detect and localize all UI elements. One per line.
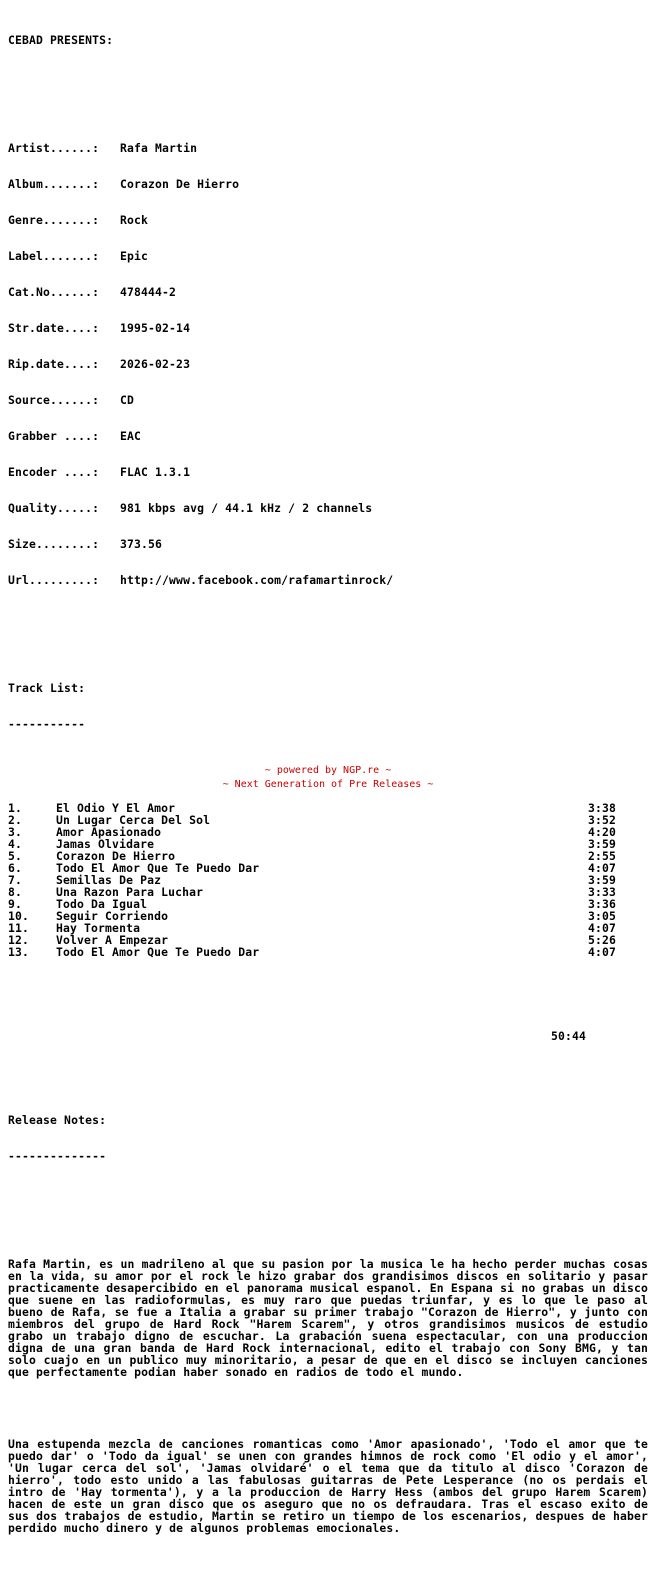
notes-underline: --------------	[8, 1149, 107, 1163]
info-key: Grabber ....:	[8, 429, 100, 443]
track-row	[8, 838, 648, 850]
info-key: Quality.....:	[8, 501, 100, 515]
footer	[0, 764, 656, 792]
info-key: Label.......:	[8, 249, 100, 263]
info-row-url	[8, 574, 648, 586]
track-row	[8, 934, 648, 946]
info-row-source	[8, 394, 648, 406]
header-title: CEBAD PRESENTS:	[8, 33, 114, 47]
info-row-album	[8, 178, 648, 190]
track-num: 1.	[8, 801, 23, 815]
footer-powered-by[interactable]: ~ powered by NGP.re ~	[264, 765, 392, 776]
track-title: Una Razon Para Luchar	[56, 885, 204, 899]
track-title: Seguir Corriendo	[56, 909, 169, 923]
track-dur: 4:07	[588, 861, 617, 875]
track-title: Todo El Amor Que Te Puedo Dar	[56, 861, 260, 875]
info-key: Url.........:	[8, 573, 100, 587]
track-dur: 3:52	[588, 813, 617, 827]
track-num: 4.	[8, 837, 23, 851]
track-dur: 3:59	[588, 837, 617, 851]
track-title: Todo El Amor Que Te Puedo Dar	[56, 945, 260, 959]
track-dur: 3:59	[588, 873, 617, 887]
info-row-size	[8, 538, 648, 550]
track-dur: 5:26	[588, 933, 617, 947]
track-num: 10.	[8, 909, 30, 923]
notes-heading: Release Notes:	[8, 1113, 107, 1127]
info-value: EAC	[120, 429, 142, 443]
notes-paragraph: Rafa Martin, es un madrileno al que su pasion por la musica le ha hecho perder muchas cosas en la vida, su amor por el rock le hizo grabar dos grandisimos discos en solitario y pasar practicamente desapercibido en el panorama musical espanol. En Espana si no grabas un disco que suene en las radioformulas, es muy raro que puedas triunfar, y es lo que le paso al bueno de Rafa, se fue a Italia a grabar su primer trabajo "Corazon de Hierro", y junto con miembros del grupo de Hard Rock "Harem Scarem", y otros grandisimos musicos de estudio grabo un trabajo digno de escuchar. La grabación suena espectacular, con una produccion digna de una gran banda de Hard Rock internacional, edito el trabajo con Sony BMG, y tan solo cuajo en un publico muy minoritario, a pesar de que en el disco se incluyen canciones que perfectamente podian haber sonado en radios de todo el mundo.	[8, 1257, 648, 1379]
info-value: 478444-2	[120, 285, 177, 299]
info-key: Size........:	[8, 537, 100, 551]
track-row	[8, 946, 648, 958]
notes-paragraph: Una estupenda mezcla de canciones romanticas como 'Amor apasionado', 'Todo el amor que te puedo dar' o 'Todo da igual' se unen con grandes himnos de rock como 'El odio y el amor', 'Un lugar cerca del sol', 'Jamas olvidaré' o el tema que da titulo al disco 'Corazon de hierro', todo esto unido a las fabulosas guitarras de Pete Lesperance (no os perdais el intro de 'Hay tormenta'), y a la produccion de Harry Hess (ambos del grupo Harem Scarem) hacen de este un gran disco que os aseguro que no os defraudara. Tras el escaso exito de sus dos trabajos de estudio, Martin se retiro un tiempo de los escenarios, despues de haber perdido mucho dinero y de algunos problemas emocionales.	[8, 1437, 648, 1535]
track-num: 13.	[8, 945, 30, 959]
info-value: FLAC 1.3.1	[120, 465, 191, 479]
info-row-artist	[8, 142, 648, 154]
track-dur: 2:55	[588, 849, 617, 863]
info-row-label	[8, 250, 648, 262]
track-title: Amor Apasionado	[56, 825, 162, 839]
info-key: Genre.......:	[8, 213, 100, 227]
track-row	[8, 898, 648, 910]
track-row	[8, 850, 648, 862]
info-row-quality	[8, 502, 648, 514]
track-num: 11.	[8, 921, 30, 935]
info-value: Rafa Martin	[120, 141, 198, 155]
track-num: 6.	[8, 861, 23, 875]
info-row-strdate	[8, 322, 648, 334]
track-title: Todo Da Igual	[56, 897, 148, 911]
track-dur: 3:36	[588, 897, 617, 911]
info-key: Artist......:	[8, 141, 100, 155]
footer-tagline: ~ Next Generation of Pre Releases ~	[222, 779, 434, 790]
info-row-encoder	[8, 466, 648, 478]
track-num: 5.	[8, 849, 23, 863]
track-row	[8, 862, 648, 874]
info-value: 981 kbps avg / 44.1 kHz / 2 channels	[120, 501, 373, 515]
track-num: 2.	[8, 813, 23, 827]
info-value: 1995-02-14	[120, 321, 191, 335]
info-value: Rock	[120, 213, 149, 227]
info-value: CD	[120, 393, 135, 407]
total-duration: 50:44	[551, 1029, 587, 1043]
info-key: Source......:	[8, 393, 100, 407]
release-notes	[8, 1234, 648, 1558]
track-title: Corazon De Hierro	[56, 849, 176, 863]
track-row	[8, 910, 648, 922]
info-value: Epic	[120, 249, 149, 263]
info-value: Corazon De Hierro	[120, 177, 240, 191]
track-list	[8, 802, 648, 958]
track-dur: 3:33	[588, 885, 617, 899]
info-key: Encoder ....:	[8, 465, 100, 479]
track-row	[8, 826, 648, 838]
tracklist-heading: Track List:	[8, 681, 86, 695]
info-key: Str.date....:	[8, 321, 100, 335]
track-dur: 3:05	[588, 909, 617, 923]
info-key: Rip.date....:	[8, 357, 100, 371]
track-title: Jamas Olvidare	[56, 837, 155, 851]
track-num: 12.	[8, 933, 30, 947]
info-value: 2026-02-23	[120, 357, 191, 371]
track-title: Hay Tormenta	[56, 921, 141, 935]
track-row	[8, 922, 648, 934]
info-block	[8, 118, 648, 610]
info-value: 373.56	[120, 537, 163, 551]
track-num: 3.	[8, 825, 23, 839]
track-dur: 4:07	[588, 921, 617, 935]
track-title: El Odio Y El Amor	[56, 801, 176, 815]
track-dur: 4:20	[588, 825, 617, 839]
info-key: Cat.No......:	[8, 285, 100, 299]
track-title: Semillas De Paz	[56, 873, 162, 887]
track-title: Volver A Empezar	[56, 933, 169, 947]
track-row	[8, 886, 648, 898]
info-key: Album.......:	[8, 177, 100, 191]
track-num: 9.	[8, 897, 23, 911]
url-link[interactable]: http://www.facebook.com/rafamartinrock/	[120, 573, 394, 587]
info-row-catno	[8, 286, 648, 298]
info-row-ripdate	[8, 358, 648, 370]
track-num: 8.	[8, 885, 23, 899]
track-title: Un Lugar Cerca Del Sol	[56, 813, 211, 827]
info-row-genre	[8, 214, 648, 226]
track-num: 7.	[8, 873, 23, 887]
track-dur: 4:07	[588, 945, 617, 959]
track-dur: 3:38	[588, 801, 617, 815]
tracklist-underline: -----------	[8, 717, 86, 731]
track-row	[8, 874, 648, 886]
info-row-grabber	[8, 430, 648, 442]
